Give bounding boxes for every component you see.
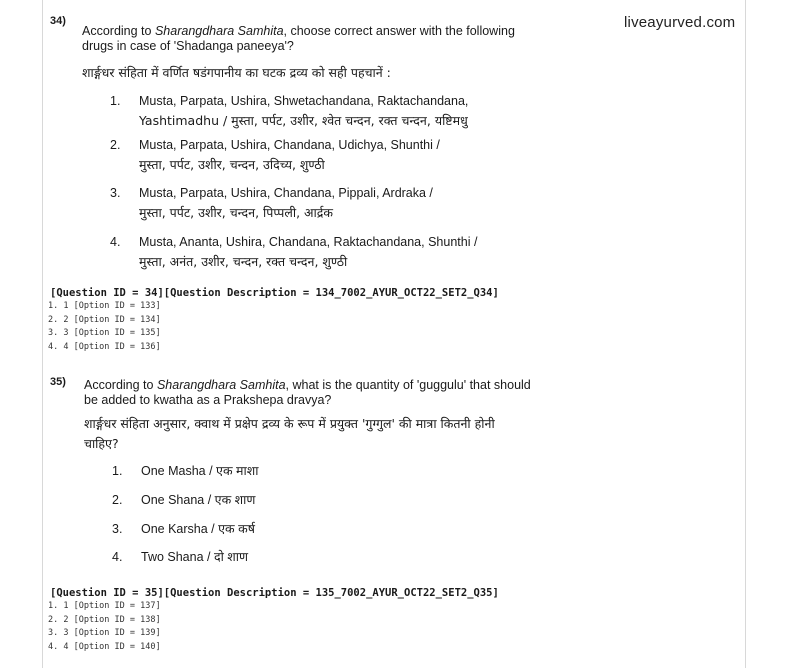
option-1: 1. Musta, Parpata, Ushira, Shwetachandana, Raktachandana, Yashtimadhu / मुस्ता, पर्पट, उशीर, श्वेत चन्दन, रक्त चन्दन, यष्टिमधु xyxy=(110,94,469,128)
option-4: 4. Musta, Ananta, Ushira, Chandana, Raktachandana, Shunthi / मुस्ता, अनंत, उशीर, चन्दन, रक्त चन्दन, शुण्ठी xyxy=(110,235,478,269)
option-id-item: 4. 4 [Option ID = 140] xyxy=(48,641,161,652)
option-id-item: 2. 2 [Option ID = 134] xyxy=(48,314,161,325)
option-id-item: 2. 2 [Option ID = 138] xyxy=(48,614,161,625)
question-text-hindi: शार्ङ्गधर संहिता में वर्णित षडंगपानीय का घटक द्रव्य को सही पहचानें : xyxy=(82,65,391,80)
question-id-line: [Question ID = 35][Question Description = 135_7002_AYUR_OCT22_SET2_Q35] xyxy=(50,587,499,599)
question-number: 34) xyxy=(50,15,66,27)
option-2: 2. One Shana / एक शाण xyxy=(112,493,256,507)
option-1: 1. One Masha / एक माशा xyxy=(112,464,259,478)
option-id-list xyxy=(48,600,161,654)
option-id-item: 3. 3 [Option ID = 135] xyxy=(48,328,161,339)
option-3: 3. Musta, Parpata, Ushira, Chandana, Pippali, Ardraka / मुस्ता, पर्पट, उशीर, चन्दन, पिप्पली, आर्द्रक xyxy=(110,186,433,220)
option-id-item: 4. 4 [Option ID = 136] xyxy=(48,341,161,352)
question-id-line: [Question ID = 34][Question Description = 134_7002_AYUR_OCT22_SET2_Q34] xyxy=(50,287,499,299)
question-text-hindi: शार्ङ्गधर संहिता अनुसार, क्वाथ में प्रक्षेप द्रव्य के रूप में प्रयुक्त 'गुग्गुल' की मात्रा कितनी होनी चाहिए? xyxy=(84,416,495,451)
option-3: 3. One Karsha / एक कर्ष xyxy=(112,522,255,536)
question-text-english: According to Sharangdhara Samhita, what is the quantity of 'guggulu' that should be added to kwatha as a Prakshepa dravya? xyxy=(84,378,531,407)
question-text-english: According to Sharangdhara Samhita, choose correct answer with the following drugs in case of 'Shadanga paneeya'? xyxy=(82,24,515,53)
option-2: 2. Musta, Parpata, Ushira, Chandana, Udichya, Shunthi / मुस्ता, पर्पट, उशीर, चन्दन, उदिच्य, शुण्ठी xyxy=(110,138,440,172)
option-4: 4. Two Shana / दो शाण xyxy=(112,550,249,564)
right-page-border xyxy=(745,0,746,668)
option-id-item: 1. 1 [Option ID = 137] xyxy=(48,601,161,611)
option-id-item: 3. 3 [Option ID = 139] xyxy=(48,628,161,639)
question-number: 35) xyxy=(50,376,66,388)
option-id-list xyxy=(48,300,161,354)
option-id-item: 1. 1 [Option ID = 133] xyxy=(48,301,161,311)
site-watermark: liveayurved.com xyxy=(624,14,736,31)
left-page-border xyxy=(42,0,43,668)
